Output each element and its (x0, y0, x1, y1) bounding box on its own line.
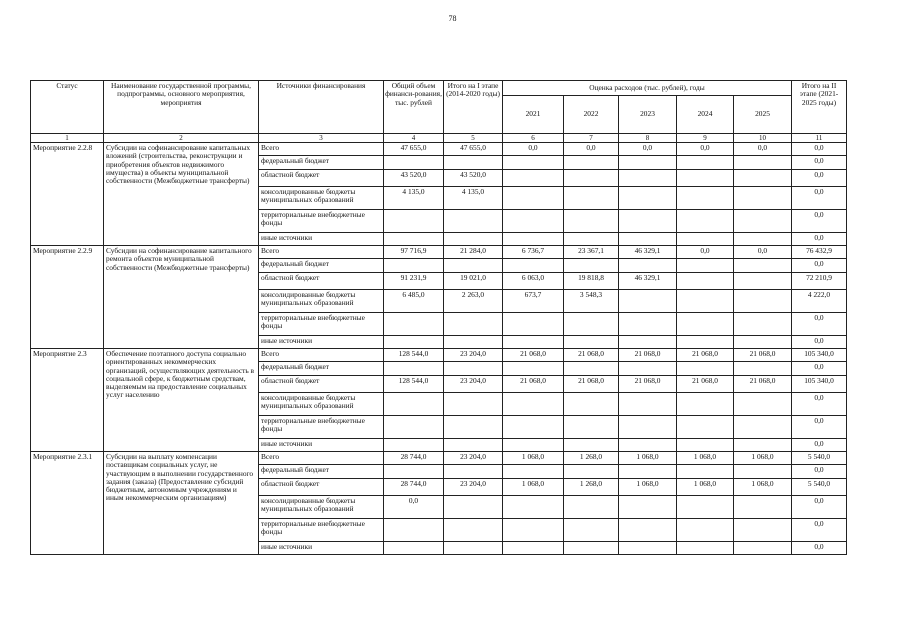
funding-source-cell: областной бюджет (259, 376, 384, 393)
year-2022-value (564, 439, 619, 452)
year-2025-value (734, 393, 792, 416)
year-2021-value (503, 439, 564, 452)
year-2022-value (564, 187, 619, 210)
year-2022-value (564, 416, 619, 439)
funding-source-cell: консолидированные бюджеты муниципальных образований (259, 496, 384, 519)
year-2025-value (734, 362, 792, 376)
year-2025-value (734, 170, 792, 187)
stage2-value: 0,0 (792, 542, 847, 555)
column-number: 2 (104, 134, 259, 143)
year-2022-value (564, 170, 619, 187)
funding-source-cell: иные источники (259, 439, 384, 452)
header-total: Общий объем финанси-рования, тыс. рублей (384, 81, 444, 134)
year-2022-value: 0,0 (564, 143, 619, 156)
total-value: 28 744,0 (384, 452, 444, 465)
stage2-value: 5 540,0 (792, 452, 847, 465)
table-row (31, 246, 847, 259)
year-2021-value: 21 068,0 (503, 376, 564, 393)
year-2021-value: 1 068,0 (503, 452, 564, 465)
stage1-value (444, 542, 503, 555)
year-2021-value: 1 068,0 (503, 479, 564, 496)
year-2024-value: 21 068,0 (677, 376, 734, 393)
year-2023-value: 1 068,0 (619, 479, 677, 496)
stage1-value (444, 465, 503, 479)
year-2024-value (677, 273, 734, 290)
year-2021-value (503, 519, 564, 542)
funding-source-cell: Всего (259, 246, 384, 259)
year-2024-value (677, 336, 734, 349)
total-value: 6 485,0 (384, 290, 444, 313)
funding-source-cell: федеральный бюджет (259, 465, 384, 479)
year-2024-value (677, 519, 734, 542)
year-2023-value (619, 290, 677, 313)
year-2021-value (503, 313, 564, 336)
year-2023-value: 46 329,1 (619, 273, 677, 290)
stage1-value (444, 519, 503, 542)
total-value: 128 544,0 (384, 349, 444, 362)
year-2022-value (564, 259, 619, 273)
funding-source-cell: федеральный бюджет (259, 259, 384, 273)
year-2025-value: 1 068,0 (734, 479, 792, 496)
year-2021-value (503, 336, 564, 349)
year-2025-value: 1 068,0 (734, 452, 792, 465)
header-year-2025: 2025 (734, 96, 792, 134)
year-2023-value (619, 313, 677, 336)
year-2021-value: 0,0 (503, 143, 564, 156)
year-2025-value (734, 519, 792, 542)
year-2022-value (564, 233, 619, 246)
total-value (384, 519, 444, 542)
year-2023-value: 1 068,0 (619, 452, 677, 465)
header-stage2: Итого на II этапе (2021-2025 годы) (792, 81, 847, 134)
year-2022-value: 21 068,0 (564, 376, 619, 393)
year-2023-value (619, 233, 677, 246)
status-cell: Мероприятие 2.2.8 (31, 143, 104, 246)
year-2023-value (619, 496, 677, 519)
measure-name-cell: Субсидии на софинансирование капитального ремонта объектов муниципальной собственности (Межбюджетные трансферты) (104, 246, 259, 349)
year-2025-value: 21 068,0 (734, 376, 792, 393)
funding-source-cell: консолидированные бюджеты муниципальных образований (259, 290, 384, 313)
measure-name-cell: Субсидии на выплату компенсации поставщикам социальных услуг, не участвующим в выполнении государственного задания (заказа) (Предоставление субсидий бюджетным, автономным учреждениям и иным некоммерческим организациям) (104, 452, 259, 555)
year-2022-value: 21 068,0 (564, 349, 619, 362)
year-2021-value (503, 259, 564, 273)
year-2023-value (619, 416, 677, 439)
year-2021-value (503, 393, 564, 416)
year-2021-value (503, 542, 564, 555)
funding-source-cell: областной бюджет (259, 273, 384, 290)
year-2023-value (619, 336, 677, 349)
year-2021-value (503, 210, 564, 233)
year-2025-value: 0,0 (734, 143, 792, 156)
stage2-value: 5 540,0 (792, 479, 847, 496)
year-2023-value (619, 362, 677, 376)
year-2025-value: 21 068,0 (734, 349, 792, 362)
total-value: 128 544,0 (384, 376, 444, 393)
year-2023-value: 0,0 (619, 143, 677, 156)
header-year-2022: 2022 (564, 96, 619, 134)
total-value (384, 336, 444, 349)
year-2025-value (734, 259, 792, 273)
measure-name-cell: Субсидии на софинансирование капитальных вложений (строительства, реконструкции и приобретения объектов недвижимого имущества) в объекты муниципальной собственности (Межбюджетные трансферты) (104, 143, 259, 246)
year-2022-value: 1 268,0 (564, 452, 619, 465)
year-2023-value (619, 259, 677, 273)
year-2023-value (619, 187, 677, 210)
column-number-row (31, 134, 847, 143)
stage1-value: 4 135,0 (444, 187, 503, 210)
funding-source-cell: областной бюджет (259, 479, 384, 496)
funding-source-cell: иные источники (259, 233, 384, 246)
header-year-2023: 2023 (619, 96, 677, 134)
year-2024-value (677, 313, 734, 336)
year-2021-value: 6 063,0 (503, 273, 564, 290)
year-2021-value: 673,7 (503, 290, 564, 313)
funding-source-cell: областной бюджет (259, 170, 384, 187)
stage2-value: 4 222,0 (792, 290, 847, 313)
year-2022-value (564, 465, 619, 479)
stage1-value: 2 263,0 (444, 290, 503, 313)
stage1-value: 23 204,0 (444, 479, 503, 496)
stage2-value: 0,0 (792, 336, 847, 349)
year-2025-value (734, 439, 792, 452)
stage2-value: 0,0 (792, 465, 847, 479)
year-2022-value: 23 367,1 (564, 246, 619, 259)
year-2021-value (503, 496, 564, 519)
stage2-value: 76 432,9 (792, 246, 847, 259)
column-number: 3 (259, 134, 384, 143)
year-2024-value: 1 068,0 (677, 479, 734, 496)
year-2024-value: 21 068,0 (677, 349, 734, 362)
funding-source-cell: Всего (259, 143, 384, 156)
stage1-value (444, 336, 503, 349)
year-2024-value: 0,0 (677, 246, 734, 259)
stage2-value: 105 340,0 (792, 376, 847, 393)
total-value: 0,0 (384, 496, 444, 519)
stage2-value: 0,0 (792, 439, 847, 452)
stage1-value: 19 021,0 (444, 273, 503, 290)
funding-source-cell: иные источники (259, 542, 384, 555)
funding-source-cell: федеральный бюджет (259, 362, 384, 376)
total-value: 43 520,0 (384, 170, 444, 187)
funding-source-cell: территориальные внебюджетные фонды (259, 210, 384, 233)
stage1-value (444, 496, 503, 519)
stage1-value (444, 259, 503, 273)
year-2024-value (677, 233, 734, 246)
stage1-value (444, 233, 503, 246)
funding-source-cell: федеральный бюджет (259, 156, 384, 170)
year-2025-value (734, 210, 792, 233)
funding-source-cell: территориальные внебюджетные фонды (259, 416, 384, 439)
total-value: 47 655,0 (384, 143, 444, 156)
table-row (31, 452, 847, 465)
year-2024-value (677, 393, 734, 416)
stage1-value: 23 204,0 (444, 376, 503, 393)
year-2022-value (564, 313, 619, 336)
year-2022-value (564, 542, 619, 555)
year-2023-value (619, 465, 677, 479)
year-2025-value (734, 290, 792, 313)
year-2024-value (677, 362, 734, 376)
stage2-value: 0,0 (792, 187, 847, 210)
year-2025-value (734, 233, 792, 246)
stage2-value: 0,0 (792, 496, 847, 519)
year-2023-value: 21 068,0 (619, 376, 677, 393)
stage1-value: 23 204,0 (444, 452, 503, 465)
funding-source-cell: консолидированные бюджеты муниципальных образований (259, 393, 384, 416)
year-2022-value (564, 393, 619, 416)
year-2023-value (619, 156, 677, 170)
total-value (384, 416, 444, 439)
column-number: 5 (444, 134, 503, 143)
status-cell: Мероприятие 2.3.1 (31, 452, 104, 555)
funding-source-cell: Всего (259, 452, 384, 465)
year-2024-value (677, 259, 734, 273)
funding-source-cell: территориальные внебюджетные фонды (259, 519, 384, 542)
year-2025-value (734, 542, 792, 555)
year-2021-value (503, 233, 564, 246)
year-2022-value (564, 336, 619, 349)
year-2022-value: 1 268,0 (564, 479, 619, 496)
column-number: 11 (792, 134, 847, 143)
header-status: Статус (31, 81, 104, 134)
stage2-value: 0,0 (792, 233, 847, 246)
year-2024-value (677, 416, 734, 439)
funding-source-cell: иные источники (259, 336, 384, 349)
stage1-value (444, 416, 503, 439)
stage1-value (444, 439, 503, 452)
year-2024-value (677, 290, 734, 313)
stage1-value: 21 284,0 (444, 246, 503, 259)
year-2023-value: 21 068,0 (619, 349, 677, 362)
stage2-value: 0,0 (792, 210, 847, 233)
header-source: Источники финансирования (259, 81, 384, 134)
total-value (384, 259, 444, 273)
header-stage1: Итого на I этапе (2014-2020 годы) (444, 81, 503, 134)
stage1-value (444, 156, 503, 170)
year-2024-value (677, 170, 734, 187)
table-row (31, 143, 847, 156)
year-2025-value: 0,0 (734, 246, 792, 259)
year-2023-value (619, 210, 677, 233)
total-value: 28 744,0 (384, 479, 444, 496)
total-value: 97 716,9 (384, 246, 444, 259)
funding-source-cell: территориальные внебюджетные фонды (259, 313, 384, 336)
column-number: 7 (564, 134, 619, 143)
stage2-value: 0,0 (792, 156, 847, 170)
page-number: 78 (448, 14, 457, 23)
year-2023-value (619, 393, 677, 416)
year-2025-value (734, 416, 792, 439)
year-2021-value (503, 170, 564, 187)
year-2021-value (503, 362, 564, 376)
year-2025-value (734, 273, 792, 290)
stage2-value: 72 210,9 (792, 273, 847, 290)
year-2025-value (734, 336, 792, 349)
year-2021-value (503, 187, 564, 210)
column-number: 6 (503, 134, 564, 143)
year-2022-value (564, 519, 619, 542)
year-2025-value (734, 313, 792, 336)
year-2021-value (503, 156, 564, 170)
year-2021-value (503, 465, 564, 479)
header-year-2024: 2024 (677, 96, 734, 134)
year-2022-value (564, 156, 619, 170)
measure-name-cell: Обеспечение поэтапного доступа социально ориентированных некоммерческих организаций, осуществляющих деятельность в социальной сфере, к бюджетным средствам, выделяемым на предоставление социальных услуг населению (104, 349, 259, 452)
funding-source-cell: консолидированные бюджеты муниципальных образований (259, 187, 384, 210)
column-number: 9 (677, 134, 734, 143)
year-2021-value: 21 068,0 (503, 349, 564, 362)
year-2024-value (677, 156, 734, 170)
year-2022-value (564, 362, 619, 376)
total-value (384, 210, 444, 233)
stage2-value: 0,0 (792, 170, 847, 187)
table-body (31, 81, 847, 555)
stage2-value: 0,0 (792, 416, 847, 439)
stage2-value: 0,0 (792, 393, 847, 416)
total-value: 4 135,0 (384, 187, 444, 210)
year-2024-value (677, 542, 734, 555)
year-2024-value (677, 496, 734, 519)
status-cell: Мероприятие 2.3 (31, 349, 104, 452)
year-2024-value (677, 439, 734, 452)
budget-table (30, 80, 847, 555)
total-value (384, 233, 444, 246)
year-2025-value (734, 496, 792, 519)
year-2024-value: 0,0 (677, 143, 734, 156)
year-2021-value: 6 736,7 (503, 246, 564, 259)
header-year-2021: 2021 (503, 96, 564, 134)
funding-source-cell: Всего (259, 349, 384, 362)
year-2023-value (619, 542, 677, 555)
year-2024-value (677, 465, 734, 479)
stage1-value (444, 362, 503, 376)
total-value (384, 156, 444, 170)
year-2025-value (734, 465, 792, 479)
header-row (31, 81, 847, 96)
year-2023-value (619, 439, 677, 452)
year-2025-value (734, 187, 792, 210)
total-value (384, 439, 444, 452)
year-2024-value (677, 187, 734, 210)
year-2021-value (503, 416, 564, 439)
year-2024-value (677, 210, 734, 233)
year-2022-value (564, 496, 619, 519)
stage1-value: 23 204,0 (444, 349, 503, 362)
total-value (384, 465, 444, 479)
status-cell: Мероприятие 2.2.9 (31, 246, 104, 349)
stage2-value: 0,0 (792, 519, 847, 542)
stage2-value: 0,0 (792, 313, 847, 336)
year-2023-value (619, 519, 677, 542)
total-value (384, 542, 444, 555)
stage1-value: 43 520,0 (444, 170, 503, 187)
column-number: 1 (31, 134, 104, 143)
stage2-value: 0,0 (792, 362, 847, 376)
header-estimate: Оценка расходов (тыс. рублей), годы (503, 81, 792, 96)
year-2023-value: 46 329,1 (619, 246, 677, 259)
stage2-value: 0,0 (792, 259, 847, 273)
year-2023-value (619, 170, 677, 187)
table-row (31, 349, 847, 362)
year-2025-value (734, 156, 792, 170)
stage1-value (444, 313, 503, 336)
total-value (384, 393, 444, 416)
total-value (384, 313, 444, 336)
year-2022-value: 19 818,8 (564, 273, 619, 290)
total-value: 91 231,9 (384, 273, 444, 290)
stage1-value (444, 393, 503, 416)
header-name: Наименование государственной программы, подпрограммы, основного мероприятия, мероприятия (104, 81, 259, 134)
stage2-value: 105 340,0 (792, 349, 847, 362)
year-2024-value: 1 068,0 (677, 452, 734, 465)
stage1-value (444, 210, 503, 233)
stage1-value: 47 655,0 (444, 143, 503, 156)
year-2022-value (564, 210, 619, 233)
column-number: 8 (619, 134, 677, 143)
year-2022-value: 3 548,3 (564, 290, 619, 313)
column-number: 4 (384, 134, 444, 143)
column-number: 10 (734, 134, 792, 143)
stage2-value: 0,0 (792, 143, 847, 156)
total-value (384, 362, 444, 376)
